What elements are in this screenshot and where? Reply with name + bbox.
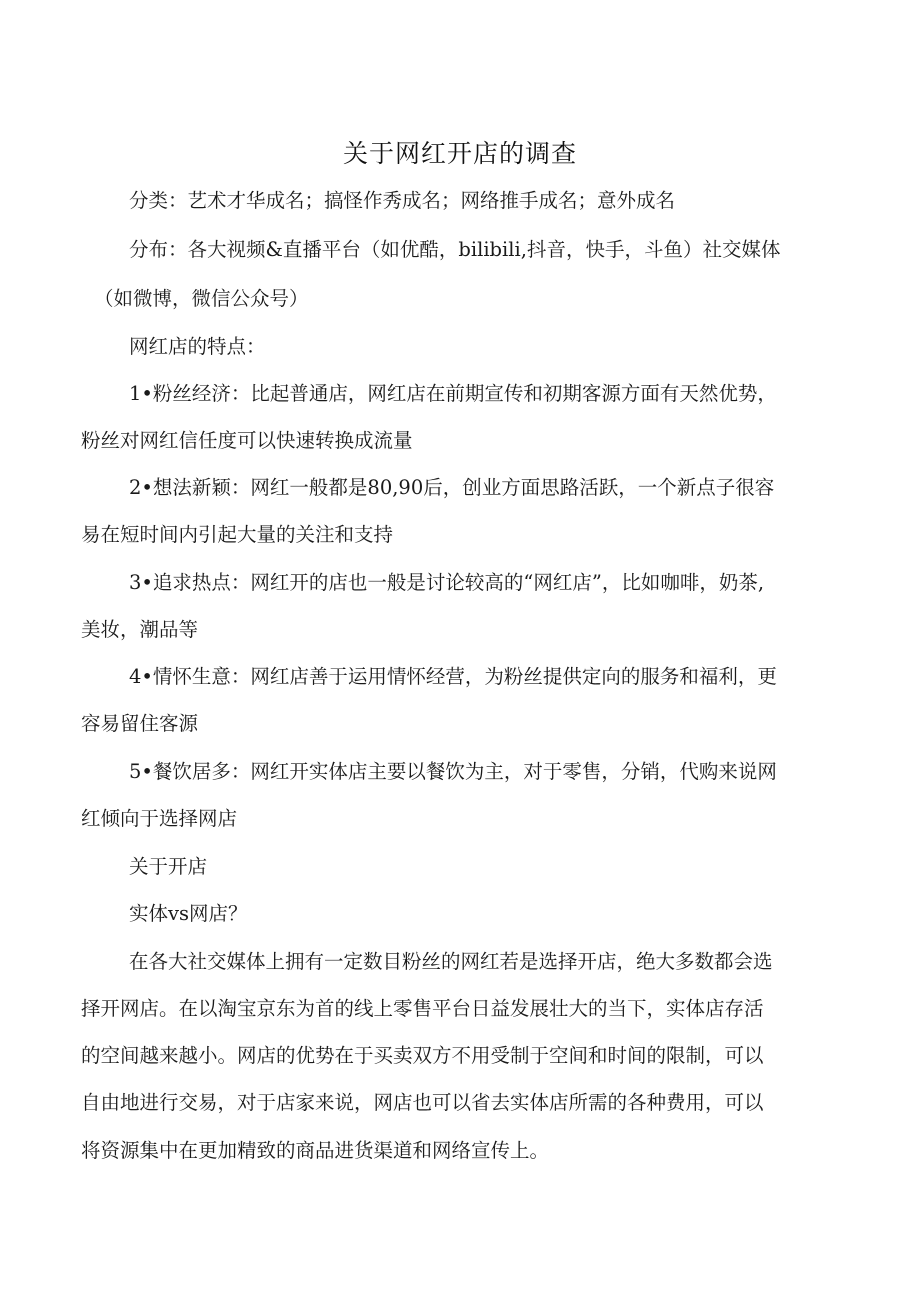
body-paragraph-line-5: 将资源集中在更加精致的商品进货渠道和网络宣传上。 <box>81 1139 550 1162</box>
body-paragraph-line-2: 择开网店。在以淘宝京东为首的线上零售平台日益发展壮大的当下，实体店存活 <box>81 997 764 1020</box>
feature-5-line-1: 5•餐饮居多：网红开实体店主要以餐饮为主，对于零售，分销，代购来说网 <box>129 760 777 783</box>
page-title: 关于网红开店的调查 <box>342 139 577 168</box>
feature-5-line-2: 红倾向于选择网店 <box>81 807 238 830</box>
feature-1-line-2: 粉丝对网红信任度可以快速转换成流量 <box>81 429 413 452</box>
section-subheading-physical-vs-online: 实体vs网店？ <box>129 902 248 925</box>
feature-3-line-2: 美妆，潮品等 <box>81 618 199 641</box>
feature-3-line-1: 3•追求热点：网红开的店也一般是讨论较高的“网红店”，比如咖啡，奶茶, <box>129 571 765 594</box>
category-line: 分类：艺术才华成名；搞怪作秀成名；网络推手成名；意外成名 <box>129 189 676 212</box>
body-paragraph-line-4: 自由地进行交易，对于店家来说，网店也可以省去实体店所需的各种费用，可以 <box>81 1091 764 1114</box>
body-paragraph-line-1: 在各大社交媒体上拥有一定数目粉丝的网红若是选择开店，绝大多数都会选 <box>129 950 773 973</box>
feature-2-line-1: 2•想法新颖：网红一般都是80,90后，创业方面思路活跃，一个新点子很容 <box>129 476 775 499</box>
feature-2-line-2: 易在短时间内引起大量的关注和支持 <box>81 523 394 546</box>
distribution-line-1: 分布：各大视频&直播平台（如优酷，bilibili,抖音，快手，斗鱼）社交媒体 <box>129 238 781 261</box>
feature-4-line-2: 容易留住客源 <box>81 712 199 735</box>
features-heading: 网红店的特点： <box>129 335 266 358</box>
feature-4-line-1: 4•情怀生意：网红店善于运用情怀经营，为粉丝提供定向的服务和福利，更 <box>129 665 777 688</box>
distribution-line-2: （如微博，微信公众号） <box>94 287 309 310</box>
body-paragraph-line-3: 的空间越来越小。网店的优势在于买卖双方不用受制于空间和时间的限制，可以 <box>81 1044 764 1067</box>
section-heading-about-shops: 关于开店 <box>129 855 208 878</box>
feature-1-line-1: 1•粉丝经济：比起普通店，网红店在前期宣传和初期客源方面有天然优势， <box>129 382 777 405</box>
